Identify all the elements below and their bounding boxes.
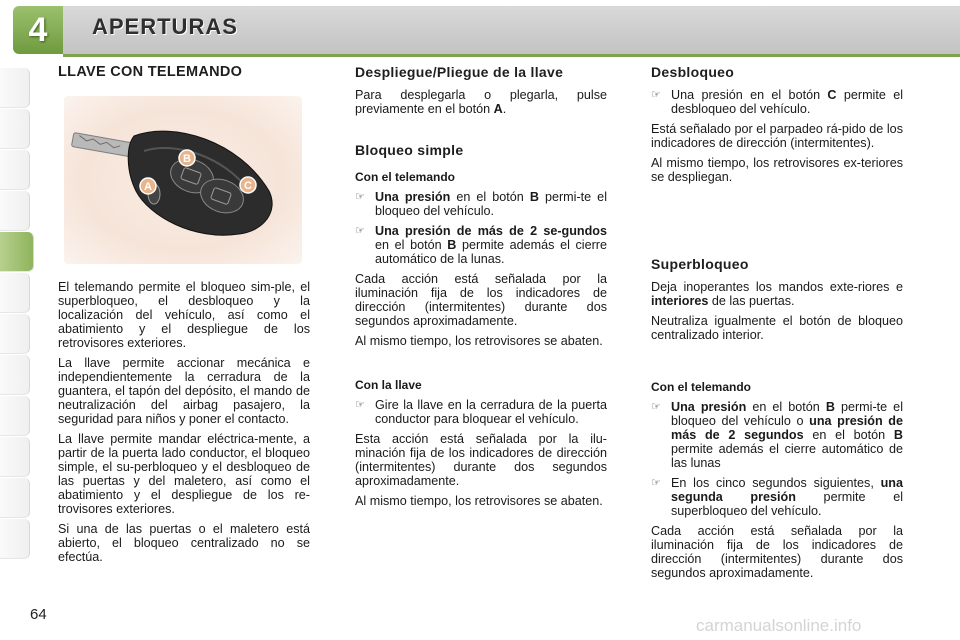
paragraph bbox=[651, 280, 903, 308]
text: En los cinco segundos siguientes, bbox=[671, 476, 881, 490]
list-item bbox=[355, 190, 607, 218]
section-title-unlock: Desbloqueo bbox=[651, 64, 735, 80]
chapter-tab-active[interactable] bbox=[0, 232, 34, 272]
text: permite el superbloqueo del vehículo. bbox=[671, 490, 903, 518]
list-item bbox=[355, 398, 607, 426]
chapter-tab[interactable] bbox=[0, 68, 30, 108]
section-title-simple-lock: Bloqueo simple bbox=[355, 142, 464, 158]
text: . bbox=[502, 102, 507, 116]
list-item bbox=[651, 400, 903, 470]
text-bold: Una presión bbox=[375, 190, 451, 204]
paragraph: Cada acción está señalada por la iluminación fija de los indicadores de dirección (intermitentes) durante dos segundos aproximadamente. bbox=[651, 524, 903, 580]
text-bold: B bbox=[529, 190, 539, 204]
text-bold: A bbox=[493, 102, 503, 116]
chapter-tab[interactable] bbox=[0, 478, 30, 518]
section-title-superlock: Superbloqueo bbox=[651, 256, 749, 272]
text: en el botón bbox=[803, 428, 894, 442]
remote-key-illustration bbox=[64, 96, 302, 264]
paragraph: Al mismo tiempo, los retrovisores se abaten. bbox=[355, 494, 603, 508]
column-remote-key bbox=[58, 64, 310, 88]
text: permite además el cierre automático de la lunas. bbox=[375, 238, 607, 266]
paragraph: Al mismo tiempo, los retrovisores ex-teriores se despliegan. bbox=[651, 156, 903, 184]
key-button-label-c: C bbox=[244, 180, 252, 192]
pointing-hand-icon: ☞ bbox=[651, 401, 661, 413]
chapter-tab[interactable] bbox=[0, 150, 30, 190]
chapter-tab[interactable] bbox=[0, 437, 30, 477]
chapter-number: 4 bbox=[13, 6, 63, 54]
pointing-hand-icon: ☞ bbox=[355, 191, 365, 203]
remote-key-text bbox=[58, 280, 310, 570]
text-bold: C bbox=[827, 88, 837, 102]
chapter-tab[interactable] bbox=[0, 355, 30, 395]
pointing-hand-icon: ☞ bbox=[651, 89, 661, 101]
text: Para desplegarla o plegarla, pulse previamente en el botón bbox=[355, 88, 607, 116]
section-title-key-fold: Despliegue/Pliegue de la llave bbox=[355, 64, 564, 80]
paragraph: Esta acción está señalada por la ilu-minación fija de los indicadores de dirección (intermitentes) durante dos segundos aproximadamente. bbox=[355, 432, 607, 488]
paragraph bbox=[355, 88, 607, 116]
text-bold: B bbox=[447, 238, 457, 252]
paragraph: Al mismo tiempo, los retrovisores se abaten. bbox=[355, 334, 603, 348]
chapter-tab[interactable] bbox=[0, 109, 30, 149]
section-title-remote-key: LLAVE CON TELEMANDO bbox=[58, 64, 243, 80]
text-bold: una segunda presión bbox=[671, 476, 903, 504]
paragraph: La llave permite mandar eléctrica-mente, a partir de la puerta lado conductor, el bloqueo simple, el su-perbloqueo y el desbloqueo de las puertas y del maletero, así como el abatimiento y el despliegue de los re-trovisores exteriores. bbox=[58, 432, 310, 516]
text-bold: B bbox=[825, 400, 835, 414]
text: de las puertas. bbox=[708, 294, 795, 308]
chapter-tab[interactable] bbox=[0, 273, 30, 313]
key-button-label-b: B bbox=[183, 153, 191, 165]
chapter-tab[interactable] bbox=[0, 191, 30, 231]
text: en el botón bbox=[450, 190, 530, 204]
text-bold: interiores bbox=[651, 294, 709, 308]
list-item bbox=[651, 88, 903, 116]
text: en el botón bbox=[746, 400, 826, 414]
paragraph: El telemando permite el bloqueo sim-ple, el superbloqueo, el desbloqueo y la localización del vehículo, así como el abatimiento y el despliegue de los retrovisores exteriores. bbox=[58, 280, 310, 350]
list-item bbox=[355, 224, 607, 266]
pointing-hand-icon: ☞ bbox=[355, 225, 365, 237]
text: permi-te el bloqueo del vehículo. bbox=[375, 190, 607, 218]
text: permite además el cierre automático de las lunas bbox=[671, 442, 903, 470]
subsection-title-key: Con la llave bbox=[355, 378, 422, 392]
key-button-label-a: A bbox=[144, 181, 152, 193]
list-item bbox=[651, 476, 903, 518]
text: permite el desbloqueo del vehículo. bbox=[671, 88, 903, 116]
paragraph: La llave permite accionar mecánica e independientemente la cerradura de la guantera, el tapón del depósito, el mando de neutralización del airbag pasajero, la seguridad para niños y poner el contacto. bbox=[58, 356, 310, 426]
page-title: APERTURAS bbox=[92, 14, 238, 39]
paragraph: Cada acción está señalada por la iluminación fija de los indicadores de dirección (intermitentes) durante dos segundos aproximadamente. bbox=[355, 272, 607, 328]
text: Deja inoperantes los mandos exte-riores e bbox=[651, 280, 903, 294]
paragraph: Está señalado por el parpadeo rá-pido de los indicadores de dirección (intermitentes). bbox=[651, 122, 903, 150]
pointing-hand-icon: ☞ bbox=[651, 477, 661, 489]
subsection-title-remote: Con el telemando bbox=[355, 170, 456, 184]
column-locking bbox=[355, 64, 607, 514]
pointing-hand-icon: ☞ bbox=[355, 399, 365, 411]
text: permi-te el bloqueo del vehículo o bbox=[671, 400, 903, 428]
text: Una presión en el botón bbox=[671, 88, 828, 102]
text-bold: una presión de más de 2 segundos bbox=[671, 414, 903, 442]
text: en el botón bbox=[375, 238, 448, 252]
chapter-tabs bbox=[0, 68, 34, 560]
text-bold: Una presión bbox=[671, 400, 747, 414]
text: Gire la llave en la cerradura de la puerta conductor para bloquear el vehículo. bbox=[375, 398, 607, 426]
subsection-title-remote: Con el telemando bbox=[651, 380, 752, 394]
remote-key-photo bbox=[64, 96, 302, 264]
chapter-tab[interactable] bbox=[0, 314, 30, 354]
text-bold: B bbox=[893, 428, 903, 442]
chapter-tab[interactable] bbox=[0, 396, 30, 436]
chapter-tab[interactable] bbox=[0, 519, 30, 559]
page-number: 64 bbox=[30, 606, 47, 623]
paragraph: Si una de las puertas o el maletero está abierto, el bloqueo centralizado no se efectúa. bbox=[58, 522, 310, 564]
column-unlocking bbox=[651, 64, 903, 586]
header-divider bbox=[63, 54, 960, 57]
watermark: carmanualsonline.info bbox=[696, 616, 862, 635]
text-bold: Una presión de más de 2 se-gundos bbox=[375, 224, 607, 238]
paragraph: Neutraliza igualmente el botón de bloqueo centralizado interior. bbox=[651, 314, 903, 342]
